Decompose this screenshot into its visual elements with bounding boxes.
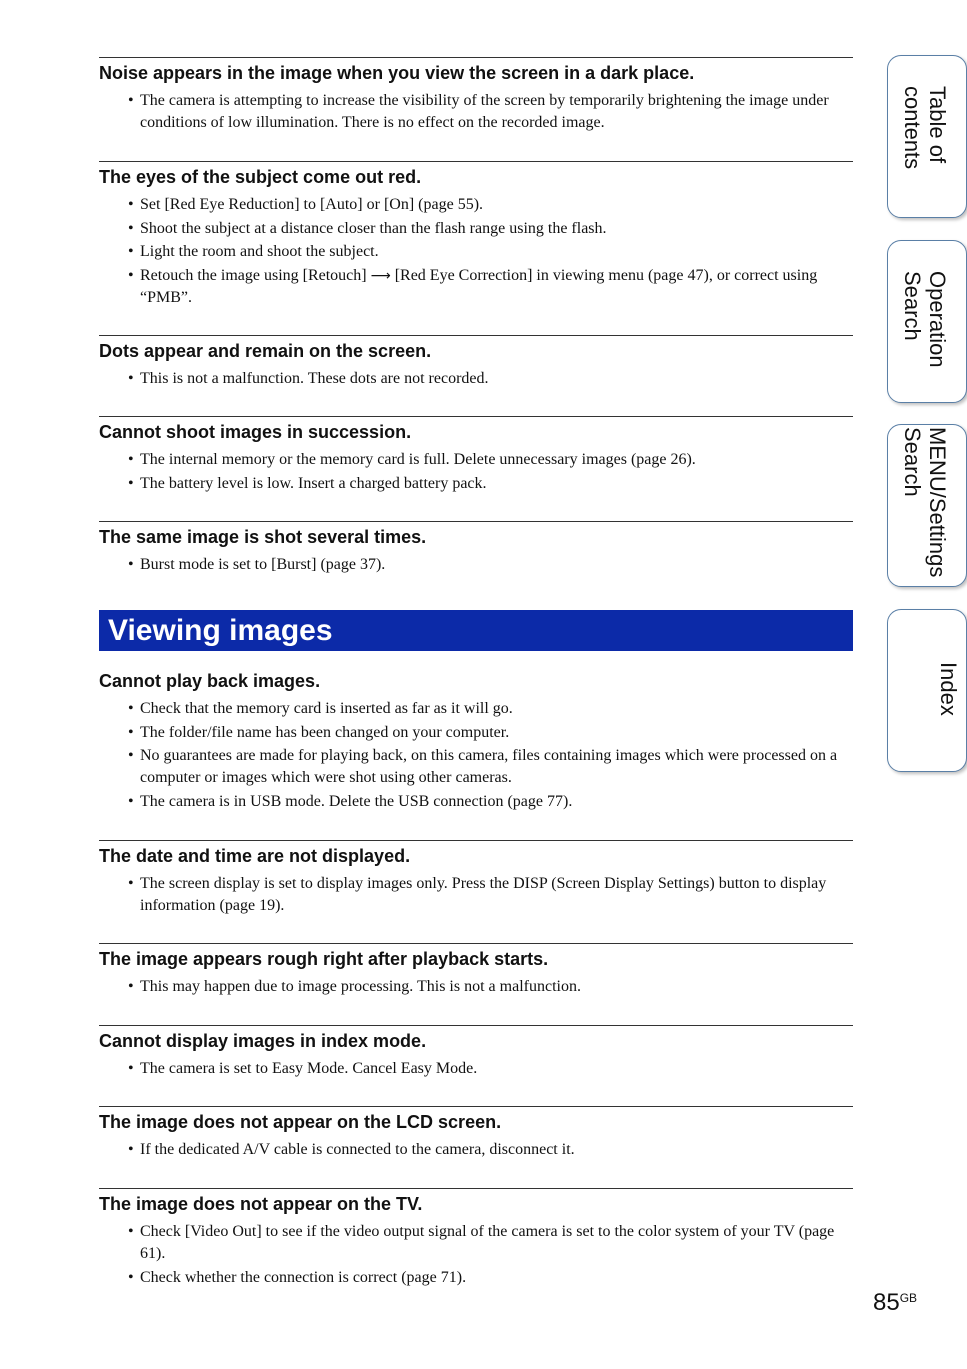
tab-index[interactable] bbox=[887, 609, 967, 772]
section-title: Cannot shoot images in succession. bbox=[99, 422, 412, 442]
tab-label: Search bbox=[900, 427, 925, 497]
tab-label: contents bbox=[900, 86, 925, 170]
section-banner: Viewing images bbox=[99, 610, 853, 651]
section-title: The same image is shot several times. bbox=[99, 527, 427, 547]
section-dark-place-noise bbox=[99, 57, 853, 161]
section-tv bbox=[99, 1188, 853, 1293]
tab-label: Search bbox=[900, 271, 925, 341]
section-index-mode bbox=[99, 1025, 853, 1106]
bullet-list bbox=[99, 1221, 853, 1289]
bullet-list bbox=[99, 698, 853, 813]
retouch-text-after: [Red Eye Correction] in viewing menu (page 47), or correct using “PMB”. bbox=[140, 266, 818, 306]
list-item: • The battery level is low. Insert a charged battery pack. bbox=[99, 473, 853, 495]
section-title: The image does not appear on the LCD screen. bbox=[99, 1112, 502, 1132]
list-item: • Set [Red Eye Reduction] to [Auto] or [On] (page 55). bbox=[99, 194, 853, 216]
list-item: • The internal memory or the memory card is full. Delete unnecessary images (page 26). bbox=[99, 449, 853, 471]
section-same-image bbox=[99, 521, 853, 610]
list-item: • If the dedicated A/V cable is connected to the camera, disconnect it. bbox=[99, 1139, 853, 1161]
section-title: The date and time are not displayed. bbox=[99, 846, 411, 866]
tab-label: Index bbox=[936, 662, 961, 716]
list-item: • This is not a malfunction. These dots are not recorded. bbox=[99, 368, 853, 390]
section-title: Cannot play back images. bbox=[99, 671, 321, 691]
list-item: • The folder/file name has been changed on your computer. bbox=[99, 722, 853, 744]
tab-table-of-contents[interactable] bbox=[887, 55, 967, 218]
page-number-value: 85 bbox=[873, 1289, 900, 1316]
section-lcd-screen bbox=[99, 1106, 853, 1188]
list-item: • Check whether the connection is correct (page 71). bbox=[99, 1267, 853, 1289]
content-column bbox=[99, 57, 853, 1293]
bullet-list bbox=[99, 1058, 853, 1080]
list-item: • Check that the memory card is inserted as far as it will go. bbox=[99, 698, 853, 720]
list-item bbox=[99, 265, 853, 309]
bullet-list bbox=[99, 90, 853, 134]
tab-menu-settings-search[interactable] bbox=[887, 424, 967, 587]
tab-label: Table of bbox=[925, 86, 950, 164]
section-succession bbox=[99, 416, 853, 521]
section-red-eye bbox=[99, 161, 853, 335]
bullet-list bbox=[99, 976, 853, 998]
section-cannot-play-back bbox=[99, 670, 853, 840]
bullet-list bbox=[99, 554, 853, 576]
tab-operation-search[interactable] bbox=[887, 240, 967, 403]
section-title: The eyes of the subject come out red. bbox=[99, 167, 422, 187]
arrow-right-icon: ⟶ bbox=[370, 267, 391, 284]
page-number bbox=[873, 1289, 917, 1317]
list-item: • Shoot the subject at a distance closer than the flash range using the flash. bbox=[99, 218, 853, 240]
bullet-list bbox=[99, 194, 853, 309]
list-item: • This may happen due to image processing. This is not a malfunction. bbox=[99, 976, 853, 998]
list-item: • The camera is set to Easy Mode. Cancel Easy Mode. bbox=[99, 1058, 853, 1080]
section-title: The image does not appear on the TV. bbox=[99, 1194, 423, 1214]
list-item: • The camera is attempting to increase the visibility of the screen by temporarily brightening the image under conditions of low illumination. There is no effect on the recorded image. bbox=[99, 90, 853, 134]
page-number-suffix: GB bbox=[899, 1291, 918, 1305]
section-dots bbox=[99, 335, 853, 416]
bullet-list bbox=[99, 1139, 853, 1161]
list-item: • Burst mode is set to [Burst] (page 37). bbox=[99, 554, 853, 576]
bullet-list bbox=[99, 449, 853, 495]
tab-label: Operation bbox=[925, 271, 950, 368]
section-title: Dots appear and remain on the screen. bbox=[99, 341, 432, 361]
section-title: Noise appears in the image when you view the screen in a dark place. bbox=[99, 63, 695, 83]
list-item: • The screen display is set to display images only. Press the DISP (Screen Display Settings) button to display information (page 19). bbox=[99, 873, 853, 917]
retouch-text-before: Retouch the image using [Retouch] bbox=[140, 266, 367, 284]
list-item: • The camera is in USB mode. Delete the USB connection (page 77). bbox=[99, 791, 853, 813]
list-item: • No guarantees are made for playing back, on this camera, files containing images which were processed on a computer or images which were shot using other cameras. bbox=[99, 745, 853, 789]
section-title: The image appears rough right after playback starts. bbox=[99, 949, 549, 969]
list-item: • Light the room and shoot the subject. bbox=[99, 241, 853, 263]
tab-label: MENU/Settings bbox=[925, 427, 950, 578]
list-item: • Check [Video Out] to see if the video output signal of the camera is set to the color system of your TV (page 61). bbox=[99, 1221, 853, 1265]
section-date-time bbox=[99, 840, 853, 943]
section-title: Cannot display images in index mode. bbox=[99, 1031, 427, 1051]
section-rough-image bbox=[99, 943, 853, 1025]
bullet-list bbox=[99, 368, 853, 390]
bullet-list bbox=[99, 873, 853, 917]
